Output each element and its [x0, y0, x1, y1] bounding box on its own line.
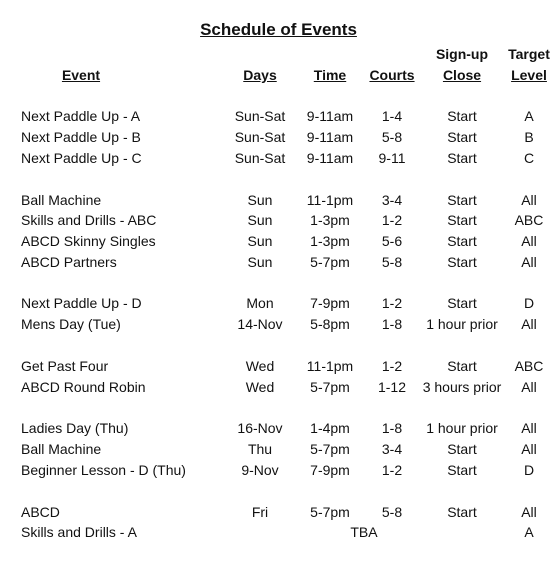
event-name: Next Paddle Up - B: [21, 129, 141, 145]
header-days: [224, 65, 296, 86]
page-title: [0, 20, 557, 40]
event-days: Sun: [247, 212, 273, 228]
event-days: Sun-Sat: [234, 108, 286, 124]
header-courts-label: Courts: [369, 67, 415, 83]
event-time: 7-9pm: [310, 462, 350, 478]
table-row: [0, 190, 557, 211]
event-signup-close: Start: [447, 358, 477, 374]
event-courts: 1-2: [381, 462, 403, 478]
event-days: Thu: [247, 441, 273, 457]
event-time: 5-7pm: [310, 504, 350, 520]
event-courts: 3-4: [381, 441, 403, 457]
event-signup-close: 1 hour prior: [426, 420, 498, 436]
event-days: Sun: [247, 254, 273, 270]
event-name: ABCD Partners: [21, 254, 117, 270]
event-name: ABCD Skinny Singles: [21, 233, 156, 249]
event-signup-close: Start: [447, 150, 477, 166]
event-name: Skills and Drills - ABC: [21, 212, 157, 228]
event-time: 11-1pm: [306, 192, 354, 208]
event-days: 14-Nov: [237, 316, 283, 332]
event-name: Next Paddle Up - C: [21, 150, 142, 166]
header-signup-close: [424, 44, 500, 86]
event-signup-close: Start: [447, 108, 477, 124]
header-signup-close-line1: Sign-up: [435, 46, 489, 62]
event-target-level: All: [521, 379, 537, 395]
event-target-level: All: [521, 192, 537, 208]
event-target-level: D: [523, 295, 535, 311]
event-time: 5-7pm: [310, 379, 350, 395]
event-courts: 5-8: [381, 504, 403, 520]
event-courts: 1-2: [381, 358, 403, 374]
header-target-level: [502, 44, 556, 86]
header-event: [21, 65, 141, 86]
event-name: Beginner Lesson - D (Thu): [21, 462, 186, 478]
event-time: 1-3pm: [310, 233, 350, 249]
event-target-level: All: [521, 420, 537, 436]
table-row: [0, 210, 557, 231]
event-courts: 1-2: [381, 212, 403, 228]
page-title-text: Schedule of Events: [200, 20, 357, 39]
event-courts: 1-2: [381, 295, 403, 311]
event-time: 11-1pm: [306, 358, 354, 374]
event-signup-close: 3 hours prior: [422, 379, 502, 395]
event-target-level: A: [524, 108, 534, 124]
event-days: Wed: [245, 379, 275, 395]
event-days: Sun: [247, 192, 273, 208]
event-courts: 3-4: [381, 192, 403, 208]
event-signup-close: Start: [447, 129, 477, 145]
table-row: [0, 148, 557, 169]
event-time: 9-11am: [306, 129, 354, 145]
header-days-label: Days: [243, 67, 277, 83]
event-courts: 1-8: [381, 316, 403, 332]
event-courts: 9-11: [378, 150, 406, 166]
header-signup-close-line2: Close: [442, 67, 482, 83]
event-days: Fri: [251, 504, 269, 520]
event-courts: 1-4: [381, 108, 403, 124]
event-target-level: A: [524, 524, 534, 540]
table-row: [0, 418, 557, 439]
event-name: Next Paddle Up - A: [21, 108, 141, 124]
table-row: [0, 356, 557, 377]
event-time: 7-9pm: [310, 295, 350, 311]
event-courts: 5-8: [381, 254, 403, 270]
event-time: 1-4pm: [310, 420, 350, 436]
event-name: ABCD Round Robin: [21, 379, 146, 395]
table-row: [0, 231, 557, 252]
event-name: Ladies Day (Thu): [21, 420, 129, 436]
event-days: 16-Nov: [237, 420, 283, 436]
event-signup-close: Start: [447, 504, 477, 520]
header-event-label: Event: [61, 67, 101, 83]
event-time: 9-11am: [306, 108, 354, 124]
event-courts: 1-12: [377, 379, 407, 395]
table-row: [0, 439, 557, 460]
event-name: Ball Machine: [21, 192, 102, 208]
event-target-level: D: [523, 462, 535, 478]
event-time: 5-7pm: [310, 254, 350, 270]
header-time-label: Time: [313, 67, 347, 83]
table-row: [0, 106, 557, 127]
event-courts: 1-8: [381, 420, 403, 436]
event-time: 9-11am: [306, 150, 354, 166]
event-target-level: B: [524, 129, 534, 145]
event-tba: TBA: [350, 524, 378, 540]
event-signup-close: Start: [447, 212, 477, 228]
event-target-level: All: [521, 233, 537, 249]
event-name: ABCD: [21, 504, 60, 520]
table-row: [0, 502, 557, 523]
event-name: Ball Machine: [21, 441, 102, 457]
event-target-level: All: [521, 316, 537, 332]
table-row: [0, 293, 557, 314]
event-target-level: All: [521, 441, 537, 457]
event-time: 1-3pm: [310, 212, 350, 228]
table-row: [0, 314, 557, 335]
table-row: [0, 252, 557, 273]
event-signup-close: Start: [447, 254, 477, 270]
event-signup-close: Start: [447, 462, 477, 478]
event-signup-close: 1 hour prior: [426, 316, 498, 332]
event-signup-close: Start: [447, 441, 477, 457]
event-days: Mon: [246, 295, 274, 311]
event-days: 9-Nov: [241, 462, 279, 478]
event-signup-close: Start: [447, 192, 477, 208]
header-courts: [365, 65, 419, 86]
event-target-level: All: [521, 254, 537, 270]
event-signup-close: Start: [447, 233, 477, 249]
event-name: Skills and Drills - A: [21, 524, 137, 540]
header-target-level-line1: Target: [508, 46, 550, 62]
header-target-level-line2: Level: [511, 67, 547, 83]
event-days: Sun: [247, 233, 273, 249]
table-row: [0, 460, 557, 481]
table-row: [0, 522, 557, 543]
event-name: Mens Day (Tue): [21, 316, 121, 332]
event-name: Get Past Four: [21, 358, 109, 374]
event-time: 5-8pm: [310, 316, 350, 332]
event-courts: 5-8: [381, 129, 403, 145]
event-days: Sun-Sat: [234, 129, 286, 145]
event-courts: 5-6: [381, 233, 403, 249]
event-target-level: C: [523, 150, 535, 166]
table-row: [0, 377, 557, 398]
event-time: 5-7pm: [310, 441, 350, 457]
event-target-level: ABC: [514, 358, 544, 374]
table-row: [0, 127, 557, 148]
event-days: Wed: [245, 358, 275, 374]
event-signup-close: Start: [447, 295, 477, 311]
header-time: [299, 65, 361, 86]
event-days: Sun-Sat: [234, 150, 286, 166]
event-target-level: All: [521, 504, 537, 520]
event-target-level: ABC: [514, 212, 544, 228]
event-name: Next Paddle Up - D: [21, 295, 142, 311]
